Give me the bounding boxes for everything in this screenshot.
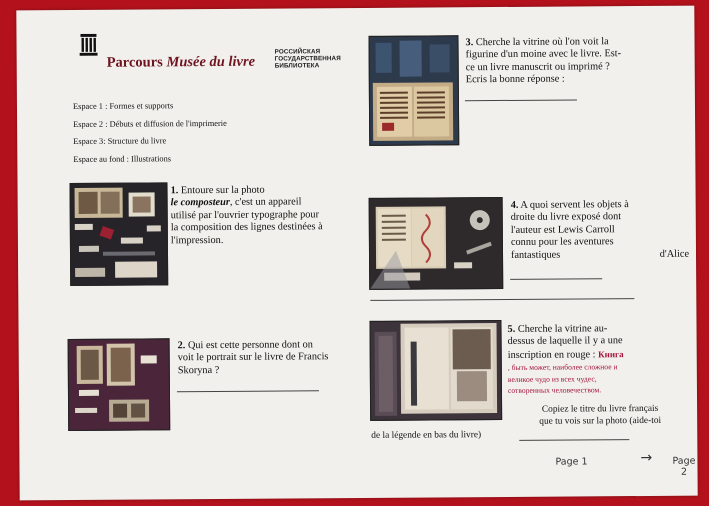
question-text: Qui est cette personne dont on bbox=[185, 339, 313, 352]
question-5 bbox=[507, 323, 693, 396]
espace-item: Espace 2 : Débuts et diffusion de l'imprimerie bbox=[73, 118, 227, 129]
russian-line: сотворенных человечеством. bbox=[507, 385, 602, 395]
question-text: dessus de laquelle il y a une bbox=[507, 335, 623, 348]
answer-line-4b[interactable] bbox=[370, 298, 634, 301]
question-text: Cherche la vitrine où l'on voit la bbox=[473, 36, 609, 49]
photo-skoryna-vitrine bbox=[68, 338, 171, 431]
question-text: inscription en rouge : bbox=[507, 349, 599, 361]
question-number: 3. bbox=[465, 37, 474, 49]
espace-item: Espace au fond : Illustrations bbox=[73, 153, 172, 164]
library-logo-icon bbox=[79, 34, 97, 56]
question-text: A quoi servent les objets à bbox=[518, 199, 629, 211]
page-2-label[interactable] bbox=[672, 456, 695, 478]
question-number: 1. bbox=[170, 185, 179, 197]
photo-french-book-vitrine bbox=[369, 320, 502, 421]
question-text: Ecris la bonne réponse : bbox=[465, 73, 565, 86]
question-text: Entoure sur la photo bbox=[178, 184, 265, 197]
russian-line: , быть может, наиболее сложное и bbox=[507, 362, 618, 373]
answer-line-2[interactable] bbox=[177, 390, 319, 392]
question-1 bbox=[171, 184, 381, 247]
question-text: fantastiques bbox=[510, 249, 561, 261]
question-4 bbox=[511, 199, 689, 262]
question-text: la composition des lignes destinées à bbox=[170, 221, 323, 234]
photo-composteur-vitrine bbox=[70, 182, 169, 286]
question-5-copy-end: de la légende en bas du livre) bbox=[371, 430, 482, 441]
question-text: que tu vois sur la photo (aide-toi bbox=[539, 415, 662, 427]
library-line: РОССИЙСКАЯ bbox=[274, 48, 321, 56]
answer-line-3[interactable] bbox=[465, 99, 577, 101]
question-text: Skoryna ? bbox=[177, 364, 220, 377]
title-italic: Musée du livre bbox=[166, 53, 256, 71]
question-text: l'impression. bbox=[170, 234, 224, 246]
espace-item: Espace 1 : Formes et supports bbox=[72, 101, 174, 111]
answer-line-4a[interactable] bbox=[510, 278, 602, 280]
question-text: , c'est un appareil bbox=[229, 196, 302, 209]
question-number: 4. bbox=[510, 199, 519, 211]
question-text: figurine d'un moine avec le livre. Est- bbox=[465, 48, 622, 61]
question-text: Copiez le titre du livre français bbox=[541, 403, 659, 415]
question-number: 2. bbox=[177, 340, 186, 352]
question-text: utilisé par l'ouvrier typographe pour bbox=[170, 209, 320, 222]
photo-lewis-carroll-vitrine bbox=[369, 197, 504, 290]
page-title bbox=[107, 54, 255, 72]
worksheet-page bbox=[16, 6, 697, 501]
answer-line-5[interactable] bbox=[519, 439, 629, 441]
question-number: 5. bbox=[507, 323, 516, 335]
russian-word: Книга bbox=[598, 348, 624, 360]
question-3 bbox=[465, 36, 685, 87]
library-name bbox=[275, 48, 341, 70]
russian-inscription bbox=[508, 361, 694, 396]
question-text: droite du livre exposé dont bbox=[510, 211, 622, 224]
espaces-list bbox=[73, 97, 227, 168]
photo-moine-vitrine bbox=[368, 35, 459, 146]
question-2 bbox=[178, 339, 388, 378]
russian-line: великое чудо из всех чудес, bbox=[507, 373, 597, 384]
question-text: Cherche la vitrine au- bbox=[515, 323, 608, 335]
page-1-label: Page 1 bbox=[555, 456, 588, 468]
question-5-copy bbox=[508, 404, 692, 428]
page-2-number: 2 bbox=[680, 466, 688, 478]
espace-item: Espace 3: Structure du livre bbox=[73, 136, 167, 146]
question-text: l'auteur est Lewis Carroll bbox=[510, 224, 615, 236]
question-text: d'Alice bbox=[659, 248, 690, 260]
title-prefix: Parcours bbox=[106, 54, 167, 71]
question-text: voit le portrait sur le livre de Francis bbox=[177, 351, 329, 364]
library-line: ГОСУДАРСТВЕННАЯ bbox=[274, 55, 341, 63]
term-composteur: le composteur bbox=[170, 197, 230, 209]
question-text: ce un livre manuscrit ou imprimé ? bbox=[465, 61, 610, 74]
library-line: БИБЛИОТЕКА bbox=[274, 62, 320, 70]
question-text: connu pour les aventures bbox=[510, 236, 614, 249]
next-page-arrow-icon[interactable]: → bbox=[640, 449, 653, 467]
page-2-word: Page bbox=[672, 455, 696, 467]
